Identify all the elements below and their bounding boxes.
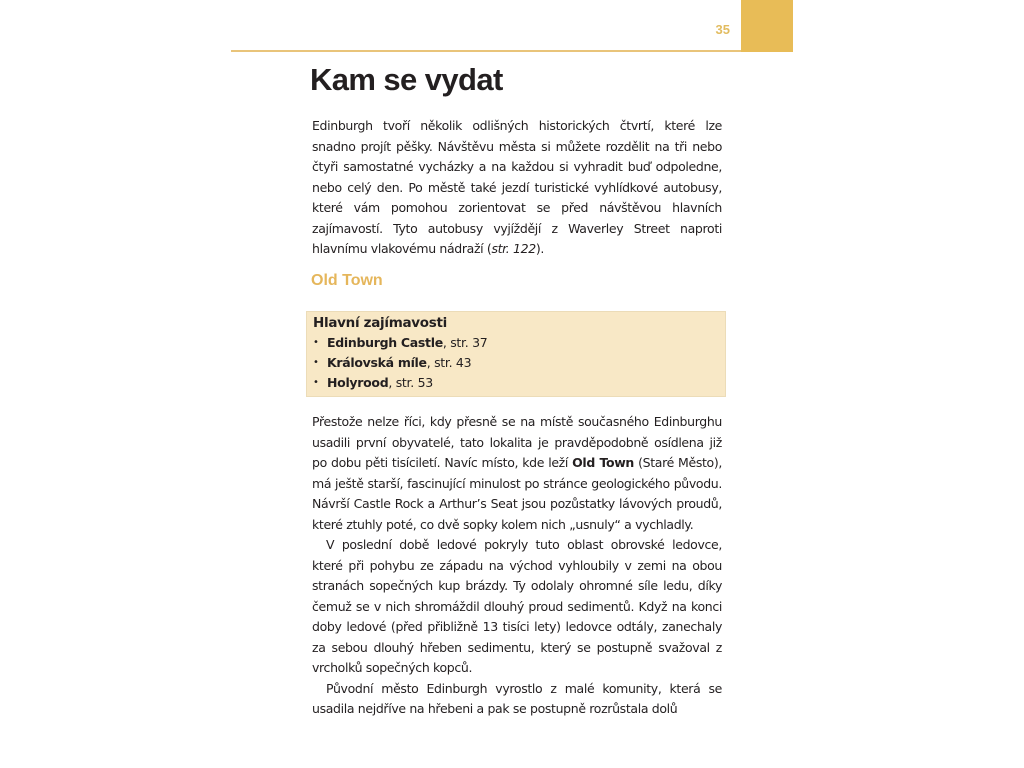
highlights-title: Hlavní zajímavosti [313, 315, 447, 331]
intro-paragraph [312, 116, 722, 260]
list-item [313, 373, 725, 393]
page-reference: str. 122 [491, 241, 536, 256]
list-item [313, 333, 725, 353]
highlight-ref: , str. 37 [442, 335, 488, 350]
list-item [313, 353, 725, 373]
highlight-name: Edinburgh Castle [327, 335, 443, 350]
page-title: Kam se vydat [310, 62, 503, 97]
page-number: 35 [715, 22, 730, 37]
section-heading: Old Town [311, 272, 383, 289]
bold-term: Old Town [572, 455, 634, 470]
chapter-tab [741, 0, 793, 52]
paragraph-text: (Staré Město), má ještě starší, fascinující minulost po stránce geologického původu. Návrší Castle Rock a Arthur’s Seat jsou pozůstatky lávových proudů, které ztuhly poté, co dvě sopky kolem nich „usnuly“ a vychladly. [312, 455, 722, 532]
paragraph-1 [312, 412, 722, 535]
paragraph-3: Původní město Edinburgh vyrostlo z malé komunity, která se usadila nejdříve na hřebeni a pak se postupně rozrůstala dolů [312, 680, 722, 716]
paragraph-2: V poslední době ledové pokryly tuto oblast obrovské ledovce, které při pohybu ze západu na východ vyhloubily v zemi na obou stranách sopečných kup brázdy. Ty odolaly ohromné síle ledu, díky čemuž se v nich shromáždil dlouhý proud sedimentů. Když na konci doby ledové (před přibližně 13 tisíci lety) ledovce odtály, zanechaly za sebou dlouhý hřeben sedimentu, který se postupně svažoval z vrcholků sopečných kopců. [312, 537, 722, 675]
header-rule [231, 50, 742, 52]
highlight-ref: , str. 53 [388, 375, 433, 390]
intro-end: ). [535, 241, 545, 256]
highlight-name: Královská míle [327, 355, 427, 370]
intro-text: Edinburgh tvoří několik odlišných historických čtvrtí, které lze snadno projít pěšky. Návštěvu města si můžete rozdělit na tři nebo čtyři samostatné vycházky a na každou si vyhradit buď odpoledne, nebo celý den. Po městě také jezdí turistické vyhlídkové autobusy, které vám pomohou zorientovat se před návštěvou hlavních zajímavostí. Tyto autobusy vyjíždějí z Waverley Street naproti hlavnímu vlakovému nádraží ( [312, 118, 722, 256]
body-text [312, 412, 722, 720]
highlights-list [313, 333, 725, 393]
highlight-name: Holyrood [327, 375, 389, 390]
highlights-box [306, 311, 726, 397]
paragraph-text: Přestože nelze říci, kdy přesně se na místě současného Edinburghu usadili první obyvatelé, tato lokalita je pravděpodobně osídlena již po dobu pěti tisíciletí. Navíc místo, kde leží [312, 414, 722, 470]
highlight-ref: , str. 43 [426, 355, 472, 370]
